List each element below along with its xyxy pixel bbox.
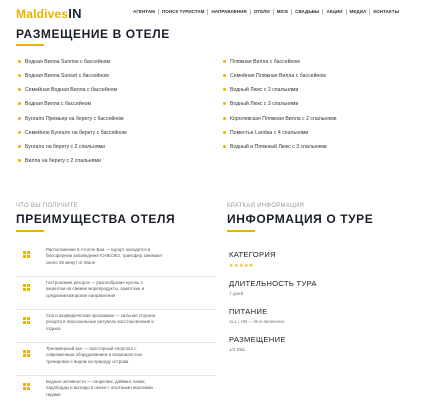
room-item[interactable]: Семейная Водная Вилла с бассейном xyxy=(18,87,117,93)
benefit-text: Гастрономия резорта — разнообразие кухонь с акцентом на свежие морепродукты, азиатские и средиземноморские направления xyxy=(46,280,145,298)
room-item[interactable]: Водная Вилла Sunset с бассейном xyxy=(18,73,109,79)
room-item[interactable]: Семейная Пляжная Вилла с бассейном xyxy=(223,73,326,79)
room-item[interactable]: Поместье Landaa с 4 спальнями xyxy=(223,130,308,136)
nav-item-mice[interactable]: MICE xyxy=(274,9,292,15)
benefit-item xyxy=(16,346,216,373)
benefit-item xyxy=(16,313,216,340)
duration-label: ДЛИТЕЛЬНОСТЬ ТУРА xyxy=(229,279,317,288)
category-stars: ★★★★★ xyxy=(229,263,254,269)
bullet-icon xyxy=(18,74,21,77)
room-item[interactable]: Водная Вилла с бассейном xyxy=(18,101,91,107)
category-label: КАТЕГОРИЯ xyxy=(229,250,276,259)
nav-item-agents[interactable]: АГЕНТАМ xyxy=(130,9,159,15)
nav-item-contacts[interactable]: КОНТАКТЫ xyxy=(373,9,400,14)
room-item[interactable]: Водный и Пляжный Люкс с 3 спальнями xyxy=(223,144,327,150)
rooms-title: РАЗМЕЩЕНИЕ В ОТЕЛЕ xyxy=(16,27,170,41)
room-item[interactable]: Бунгало Премьер на берегу с бассейном xyxy=(18,116,124,122)
benefit-item xyxy=(16,280,216,307)
accommodation-value: 1/2 DBL xyxy=(229,347,246,352)
benefit-text: Расположение в Атолле Баа — курорт находится в биосферном заповеднике ЮНЕСКО, трансфер занимает около 35 минут от Мале xyxy=(46,247,163,265)
bullet-icon xyxy=(18,102,21,105)
bullet-icon xyxy=(18,131,21,134)
room-item[interactable]: Королевская Пляжная Вилла с 2 спальнями xyxy=(223,116,337,122)
benefit-text: Тренажёрный зал — просторный спортзал с современным оборудованием и возможностью тренировок с видом на природу острова xyxy=(46,346,143,364)
grid-icon xyxy=(23,350,30,357)
room-item[interactable]: Водный Люкс с 2 спальнями xyxy=(223,87,298,93)
accommodation-label: РАЗМЕЩЕНИЕ xyxy=(229,335,286,344)
nav-item-destinations[interactable]: НАПРАВЛЕНИЯ xyxy=(208,9,250,15)
grid-icon xyxy=(23,317,30,324)
rooms-title-underline xyxy=(16,44,44,46)
divider xyxy=(16,276,216,277)
bullet-icon xyxy=(223,88,226,91)
room-item[interactable]: Пляжная Вилла с бассейном xyxy=(223,59,300,65)
benefit-item xyxy=(16,247,216,274)
top-bar xyxy=(0,0,429,24)
bullet-icon xyxy=(18,145,21,148)
bullet-icon xyxy=(223,60,226,63)
meal-value: ALL | HB — Все включено xyxy=(229,319,285,324)
bullet-icon xyxy=(223,131,226,134)
bullet-icon xyxy=(223,74,226,77)
benefits-subtitle: ЧТО ВЫ ПОЛУЧИТЕ xyxy=(16,203,78,209)
grid-icon xyxy=(23,251,30,258)
bullet-icon xyxy=(18,88,21,91)
duration-value: 7 дней xyxy=(229,291,244,296)
divider xyxy=(16,309,216,310)
nav-item-search[interactable]: ПОИСК ТУРИСТАМ xyxy=(159,9,208,15)
benefit-text: Спа и аюрведическая программа — сильная сторона резорта в персональных ритуалах восстановления и отдыха xyxy=(46,313,156,331)
logo-part-2: IN xyxy=(68,6,82,21)
nav-item-media[interactable]: МЕДИА xyxy=(347,9,371,15)
bullet-icon xyxy=(18,159,21,162)
nav-item-hotels[interactable]: ОТЕЛИ xyxy=(251,9,274,15)
room-item[interactable]: Водный Люкс с 3 спальнями xyxy=(223,101,298,107)
benefits-title-underline xyxy=(16,230,44,232)
divider xyxy=(16,342,216,343)
bullet-icon xyxy=(223,117,226,120)
benefit-item xyxy=(16,379,216,401)
benefit-text: Водные активности — снорклинг, дайвинг, каяки, падлборды и выходы в океан с опытными морскими гидами xyxy=(46,379,153,397)
nav-item-offers[interactable]: АКЦИИ xyxy=(323,9,346,15)
grid-icon xyxy=(23,284,30,291)
divider xyxy=(16,375,216,376)
meal-label: ПИТАНИЕ xyxy=(229,307,268,316)
logo[interactable] xyxy=(16,6,82,21)
tour-title-underline xyxy=(227,230,255,232)
logo-part-1: Maldives xyxy=(16,7,69,21)
tour-subtitle: КРАТКАЯ ИНФОРМАЦИЯ xyxy=(227,203,305,209)
room-item[interactable]: Вилла на берегу с 2 спальнями xyxy=(18,158,101,164)
bullet-icon xyxy=(18,117,21,120)
benefits-title: ПРЕИМУЩЕСТВА ОТЕЛЯ xyxy=(16,212,176,226)
room-item[interactable]: Водная Вилла Sunrise с бассейном xyxy=(18,59,110,65)
main-nav xyxy=(130,9,402,15)
grid-icon xyxy=(23,383,30,390)
bullet-icon xyxy=(223,102,226,105)
bullet-icon xyxy=(18,60,21,63)
room-item[interactable]: Бунгало на берегу с 2 спальнями xyxy=(18,144,105,150)
room-item[interactable]: Семейное Бунгало на берегу с бассейном xyxy=(18,130,127,136)
bullet-icon xyxy=(223,145,226,148)
tour-title: ИНФОРМАЦИЯ О ТУРЕ xyxy=(227,212,374,226)
nav-item-weddings[interactable]: СВАДЬБЫ xyxy=(292,9,323,15)
